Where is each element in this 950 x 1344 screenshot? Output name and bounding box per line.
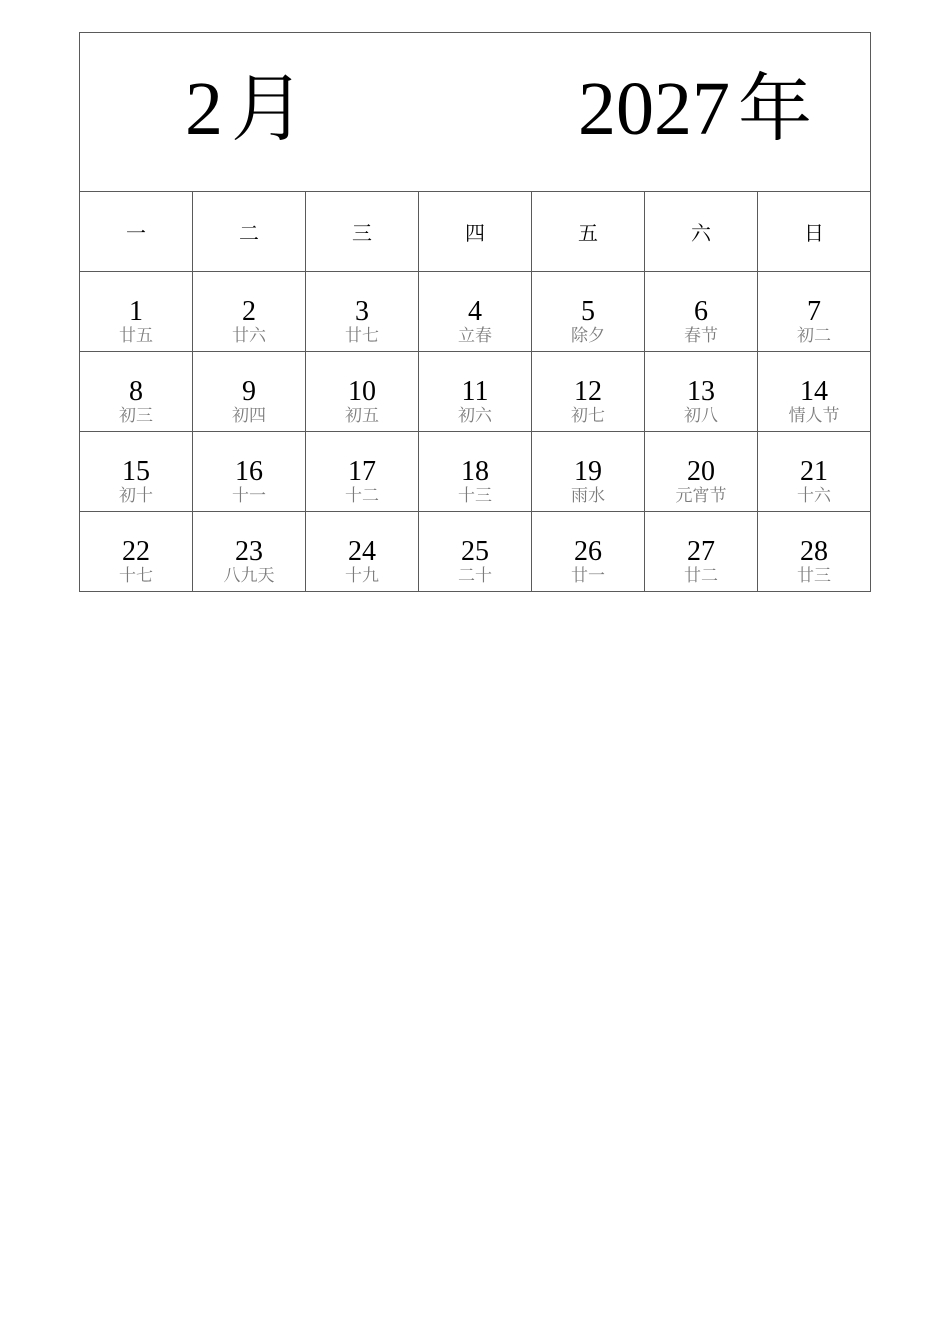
day-number: 26 [574, 536, 602, 567]
day-number: 16 [235, 456, 263, 487]
year-title [578, 66, 812, 152]
lunar-label: 情人节 [788, 406, 840, 426]
week-row [80, 272, 871, 352]
day-number: 7 [807, 296, 821, 327]
day-number: 9 [242, 376, 256, 407]
lunar-label: 廿六 [232, 326, 266, 346]
day-number: 8 [129, 376, 143, 407]
lunar-label: 八九天 [223, 566, 275, 586]
day-number: 19 [574, 456, 602, 487]
day-cell [532, 272, 645, 352]
day-cell [193, 512, 306, 592]
day-cell [306, 432, 419, 512]
day-cell [758, 272, 871, 352]
day-cell [419, 272, 532, 352]
day-number: 12 [574, 376, 602, 407]
lunar-label: 廿二 [684, 566, 718, 586]
day-number: 25 [461, 536, 489, 567]
weekday-friday: 五 [532, 192, 645, 272]
lunar-label: 十七 [119, 566, 153, 586]
day-cell [306, 272, 419, 352]
day-cell [758, 432, 871, 512]
day-cell [758, 512, 871, 592]
day-number: 13 [687, 376, 715, 407]
day-cell [80, 352, 193, 432]
week-row [80, 432, 871, 512]
weekday-sunday: 日 [758, 192, 871, 272]
day-cell [419, 512, 532, 592]
calendar-header [80, 33, 871, 192]
day-number: 14 [800, 376, 828, 407]
lunar-label: 除夕 [571, 326, 605, 346]
day-cell [532, 432, 645, 512]
day-cell [419, 352, 532, 432]
lunar-label: 廿一 [571, 566, 605, 586]
lunar-label: 十一 [232, 486, 266, 506]
day-number: 11 [461, 376, 489, 407]
day-number: 24 [348, 536, 376, 567]
weekday-monday: 一 [80, 192, 193, 272]
lunar-label: 廿三 [797, 566, 831, 586]
weekday-thursday: 四 [419, 192, 532, 272]
lunar-label: 十二 [345, 486, 379, 506]
month-char: 月 [231, 66, 305, 152]
day-number: 3 [355, 296, 369, 327]
day-number: 15 [122, 456, 150, 487]
day-number: 18 [461, 456, 489, 487]
lunar-label: 初四 [232, 406, 266, 426]
day-cell [645, 432, 758, 512]
week-row [80, 512, 871, 592]
year-char: 年 [738, 66, 812, 152]
lunar-label: 春节 [684, 326, 718, 346]
day-cell [193, 352, 306, 432]
day-number: 5 [581, 296, 595, 327]
month-title [185, 66, 305, 152]
weekday-header-row [80, 192, 871, 272]
weekday-wednesday: 三 [306, 192, 419, 272]
lunar-label: 初二 [797, 326, 831, 346]
day-number: 17 [348, 456, 376, 487]
day-cell [193, 432, 306, 512]
day-cell [645, 272, 758, 352]
day-number: 21 [800, 456, 828, 487]
month-calendar [79, 32, 871, 592]
lunar-label: 初七 [571, 406, 605, 426]
lunar-label: 廿五 [119, 326, 153, 346]
lunar-label: 初六 [458, 406, 492, 426]
lunar-label: 初三 [119, 406, 153, 426]
day-cell [80, 432, 193, 512]
month-number: 2 [185, 67, 223, 151]
day-number: 20 [687, 456, 715, 487]
day-cell [532, 352, 645, 432]
lunar-label: 廿七 [345, 326, 379, 346]
day-cell [419, 432, 532, 512]
day-number: 23 [235, 536, 263, 567]
day-cell [306, 352, 419, 432]
lunar-label: 十六 [797, 486, 831, 506]
lunar-label: 元宵节 [675, 486, 727, 506]
day-number: 4 [468, 296, 482, 327]
day-cell [193, 272, 306, 352]
day-cell [532, 512, 645, 592]
day-cell [645, 512, 758, 592]
day-cell [306, 512, 419, 592]
day-cell [80, 272, 193, 352]
day-number: 22 [122, 536, 150, 567]
week-row [80, 352, 871, 432]
lunar-label: 二十 [458, 566, 492, 586]
day-number: 6 [694, 296, 708, 327]
lunar-label: 雨水 [571, 486, 605, 506]
lunar-label: 初五 [345, 406, 379, 426]
day-cell [80, 512, 193, 592]
day-cell [645, 352, 758, 432]
calendar-header-row [80, 33, 871, 192]
day-cell [758, 352, 871, 432]
day-number: 2 [242, 296, 256, 327]
lunar-label: 初十 [119, 486, 153, 506]
lunar-label: 十三 [458, 486, 492, 506]
weekday-saturday: 六 [645, 192, 758, 272]
day-number: 28 [800, 536, 828, 567]
calendar-weeks [80, 272, 871, 592]
lunar-label: 立春 [458, 326, 492, 346]
weekday-tuesday: 二 [193, 192, 306, 272]
year-number: 2027 [578, 67, 730, 151]
day-number: 27 [687, 536, 715, 567]
day-number: 10 [348, 376, 376, 407]
lunar-label: 初八 [684, 406, 718, 426]
day-number: 1 [129, 296, 143, 327]
lunar-label: 十九 [345, 566, 379, 586]
